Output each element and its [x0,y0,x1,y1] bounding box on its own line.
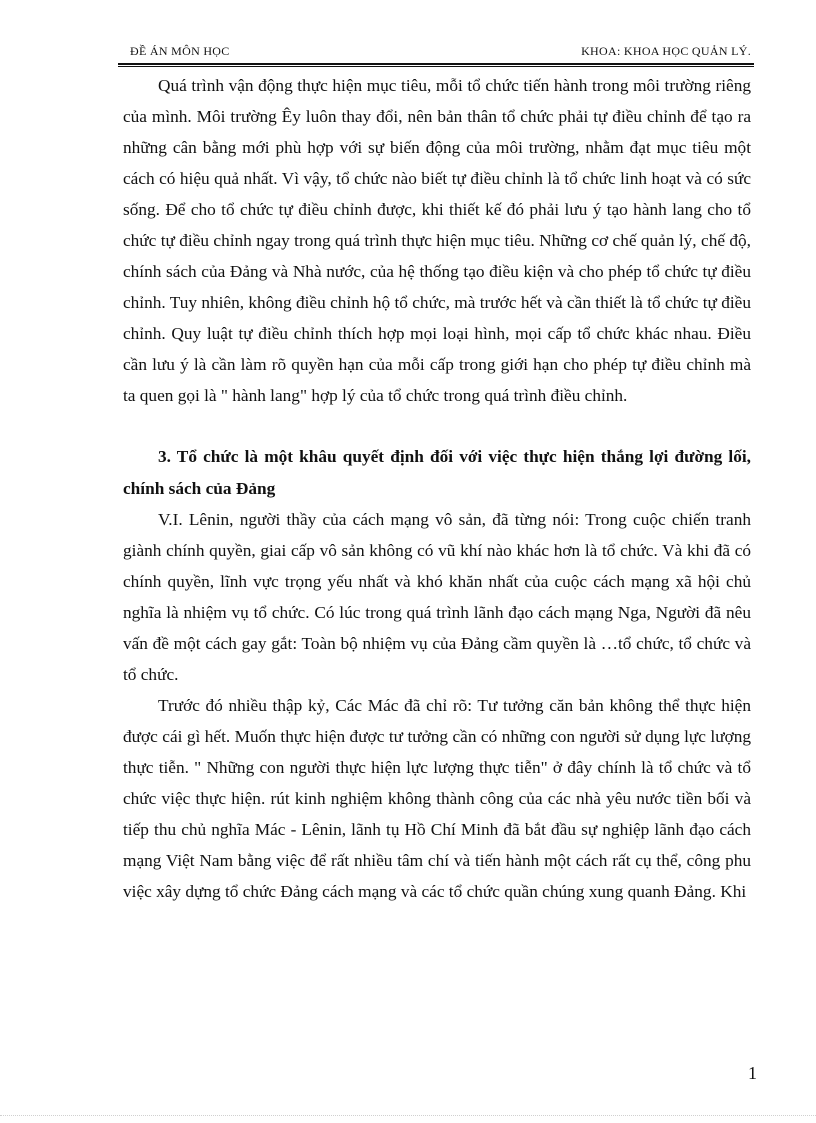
paragraph: Trước đó nhiều thập kỷ, Các Mác đã chỉ rõ: Tư tưởng căn bản không thể thực hiện được cái gì hết. Muốn thực hiện được tư tưởng cần có những con người sử dụng lực lượng thực tiễn. " Những con người thực hiện lực lượng thực tiễn" ở đây chính là tổ chức và tổ chức việc thực hiện. rút kinh nghiệm không thành công của các nhà yêu nước tiền bối và tiếp thu chủ nghĩa Mác - Lênin, lãnh tụ Hồ Chí Minh đã bắt đầu sự nghiệp lãnh đạo cách mạng Việt Nam bằng việc để rất nhiều tâm chí và tiến hành một cách rất cụ thể, công phu việc xây dựng tổ chức Đảng cách mạng và các tổ chức quần chúng xung quanh Đảng. Khi [123,696,751,901]
header-right: KHOA: KHOA HỌC QUẢN LÝ. [581,44,751,58]
paragraph: Quá trình vận động thực hiện mục tiêu, mỗi tổ chức tiến hành trong môi trường riêng của mình. Môi trường Êy luôn thay đổi, nên bản thân tổ chức phải tự điều chỉnh để tạo ra những cân bằng mới phù hợp với sự biến động của môi trường, nhằm đạt mục tiêu một cách có hiệu quả nhất. Vì vậy, tổ chức nào biết tự điều chỉnh là tổ chức linh hoạt và có sức sống. Để cho tổ chức tự điều chỉnh được, khi thiết kế đó phải lưu ý tạo hành lang cho tổ chức tự điều chỉnh ngay trong quá trình thực hiện mục tiêu. Những cơ chế quản lý, chế độ, chính sách của Đảng và Nhà nước, của hệ thống tạo điều kiện và cho phép tổ chức tự điều chỉnh. Tuy nhiên, không điều chỉnh hộ tổ chức, mà trước hết và cần thiết là tổ chức tự điều chỉnh. Quy luật tự điều chỉnh thích hợp mọi loại hình, mọi cấp tổ chức khác nhau. Điều cần lưu ý là cần làm rõ quyền hạn của mỗi cấp trong giới hạn cho phép tự điều chỉnh mà ta quen gọi là " hành lang" hợp lý của tổ chức trong quá trình điều chỉnh. [123,76,751,405]
header-rule-thin [118,66,754,67]
page-number: 1 [748,1063,757,1083]
header-rule [118,63,754,65]
section-heading: 3. Tổ chức là một khâu quyết định đối với việc thực hiện thắng lợi đường lối, chính sách của Đảng [123,447,751,498]
document-body [123,70,751,907]
paragraph: V.I. Lênin, người thầy của cách mạng vô sản, đã từng nói: Trong cuộc chiến tranh giành chính quyền, giai cấp vô sản không có vũ khí nào khác hơn là tổ chức. Và khi đã có chính quyền, lĩnh vực trọng yếu nhất và khó khăn nhất của cuộc cách mạng xã hội chủ nghĩa là nhiệm vụ tổ chức. Có lúc trong quá trình lãnh đạo cách mạng Nga, Người đã nêu vấn đề một cách gay gắt: Toàn bộ nhiệm vụ của Đảng cầm quyền là …tổ chức, tổ chức và tổ chức. [123,510,751,684]
header-left: ĐỀ ÁN MÔN HỌC [130,44,230,58]
page-header [118,44,751,62]
page-bottom-border [0,1115,816,1116]
